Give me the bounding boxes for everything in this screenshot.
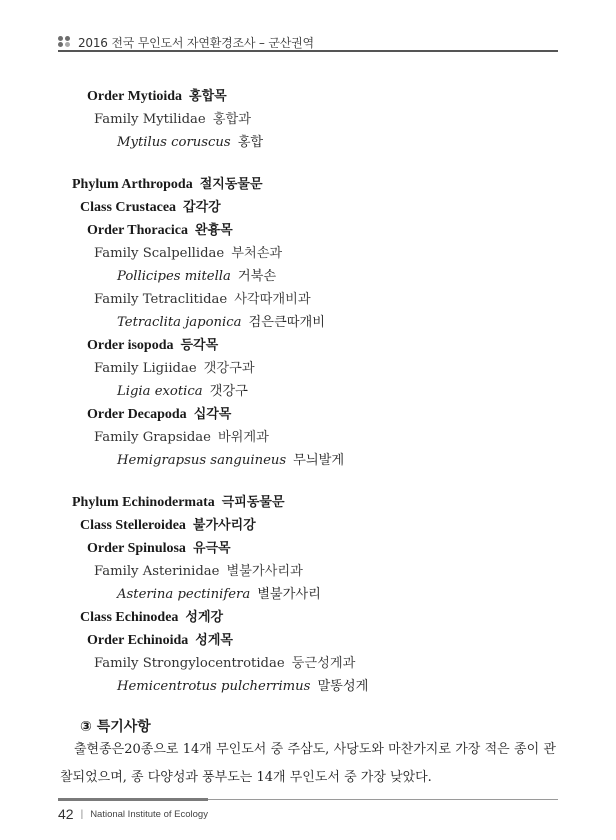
taxon-name: Family Strongylocentrotidae (94, 656, 285, 671)
taxon-family (94, 291, 311, 309)
taxon-korean-name: 성게강 (185, 610, 224, 625)
taxon-family (94, 655, 355, 673)
taxon-family (94, 563, 303, 581)
taxon-korean-name: 말똥성게 (317, 679, 369, 694)
taxon-name: Family Tetraclitidae (94, 292, 228, 307)
taxon-order (87, 222, 233, 240)
page-number: 42 (58, 806, 74, 822)
taxon-korean-name: 완흉목 (194, 223, 233, 238)
taxon-name: Family Scalpellidae (94, 246, 225, 261)
taxon-class (80, 517, 256, 535)
taxon-korean-name: 등각목 (180, 338, 219, 353)
taxon-korean-name: 별불가사리과 (226, 564, 303, 579)
taxon-korean-name: 갯강구 (209, 384, 248, 399)
taxon-species (117, 452, 344, 470)
taxon-name: Class Echinodea (80, 610, 179, 625)
footer-rule (208, 799, 558, 800)
taxon-family (94, 245, 282, 263)
taxon-korean-name: 갯강구과 (203, 361, 255, 376)
taxon-korean-name: 홍합 (237, 135, 264, 150)
taxon-species (117, 586, 321, 604)
taxon-species (117, 268, 276, 286)
taxon-name: Class Stelleroidea (80, 518, 186, 533)
footer-separator: | (80, 808, 84, 820)
taxon-name: Asterina pectinifera (117, 587, 251, 602)
page-footer (58, 806, 208, 822)
taxon-korean-name: 극피동물문 (221, 495, 285, 510)
taxon-name: Order isopoda (87, 338, 174, 353)
taxon-name: Mytilus coruscus (117, 135, 231, 150)
running-header (58, 32, 314, 52)
taxon-name: Phylum Arthropoda (72, 177, 193, 192)
taxon-korean-name: 성게목 (195, 633, 233, 648)
taxon-class (80, 609, 223, 627)
taxon-phylum (72, 494, 285, 512)
taxon-name: Phylum Echinodermata (72, 495, 215, 510)
taxon-family (94, 429, 269, 447)
taxon-name: Order Echinoida (87, 633, 189, 648)
taxon-name: Order Mytioida (87, 89, 183, 104)
taxon-name: Hemicentrotus pulcherrimus (117, 679, 311, 694)
taxon-korean-name: 검은큰따개비 (248, 315, 325, 330)
footer-institute: National Institute of Ecology (90, 808, 208, 820)
taxon-korean-name: 절지동물문 (199, 177, 263, 192)
section-heading: ③ 특기사항 (80, 719, 151, 735)
taxon-korean-name: 갑각강 (183, 200, 221, 215)
taxon-name: Family Ligiidae (94, 361, 197, 376)
footer-bar (58, 798, 208, 801)
taxon-family (94, 360, 255, 378)
taxon-korean-name: 십각목 (193, 407, 232, 422)
taxon-name: Ligia exotica (117, 384, 203, 399)
taxon-korean-name: 부처손과 (231, 246, 283, 261)
taxon-name: Pollicipes mitella (117, 269, 231, 284)
taxon-class (80, 199, 221, 217)
taxon-korean-name: 거북손 (237, 269, 277, 284)
taxon-name: Tetraclita japonica (117, 315, 242, 330)
taxon-korean-name: 무늬발게 (293, 453, 345, 468)
taxon-name: Class Crustacea (80, 200, 177, 215)
taxon-korean-name: 홍합과 (212, 112, 251, 127)
taxon-korean-name: 둥근성게과 (291, 656, 356, 671)
taxon-order (87, 88, 227, 106)
taxon-korean-name: 사각따개비과 (234, 292, 311, 307)
taxon-order (87, 337, 218, 355)
taxon-order (87, 406, 231, 424)
taxon-name: Hemigrapsus sanguineus (117, 453, 287, 468)
taxon-name: Family Grapsidae (94, 430, 211, 445)
taxon-korean-name: 바위게과 (217, 430, 269, 445)
taxon-family (94, 111, 251, 129)
taxon-species (117, 383, 248, 401)
section-paragraph: 출현종은20종으로 14개 무인도서 중 주삼도, 사당도와 마찬가지로 가장 적은 종이 관찰되었으며, 종 다양성과 풍부도는 14개 무인도서 중 가장 낮았다. (60, 742, 556, 785)
taxon-species (117, 314, 325, 332)
header-rule (58, 50, 558, 52)
taxon-phylum (72, 176, 263, 194)
taxon-name: Family Asterinidae (94, 564, 220, 579)
dots-bullet-icon (58, 36, 72, 48)
taxon-order (87, 632, 233, 650)
taxon-korean-name: 홍합목 (189, 89, 227, 104)
taxon-name: Order Decapoda (87, 407, 187, 422)
taxon-name: Order Thoracica (87, 223, 188, 238)
taxon-species (117, 678, 368, 696)
taxon-korean-name: 불가사리강 (192, 518, 256, 533)
taxon-order (87, 540, 231, 558)
taxon-name: Family Mytilidae (94, 112, 206, 127)
taxon-korean-name: 별불가사리 (257, 587, 321, 602)
taxon-korean-name: 유극목 (192, 541, 231, 556)
taxon-species (117, 134, 263, 152)
taxon-name: Order Spinulosa (87, 541, 186, 556)
header-title: 2016 전국 무인도서 자연환경조사 – 군산권역 (78, 35, 314, 50)
